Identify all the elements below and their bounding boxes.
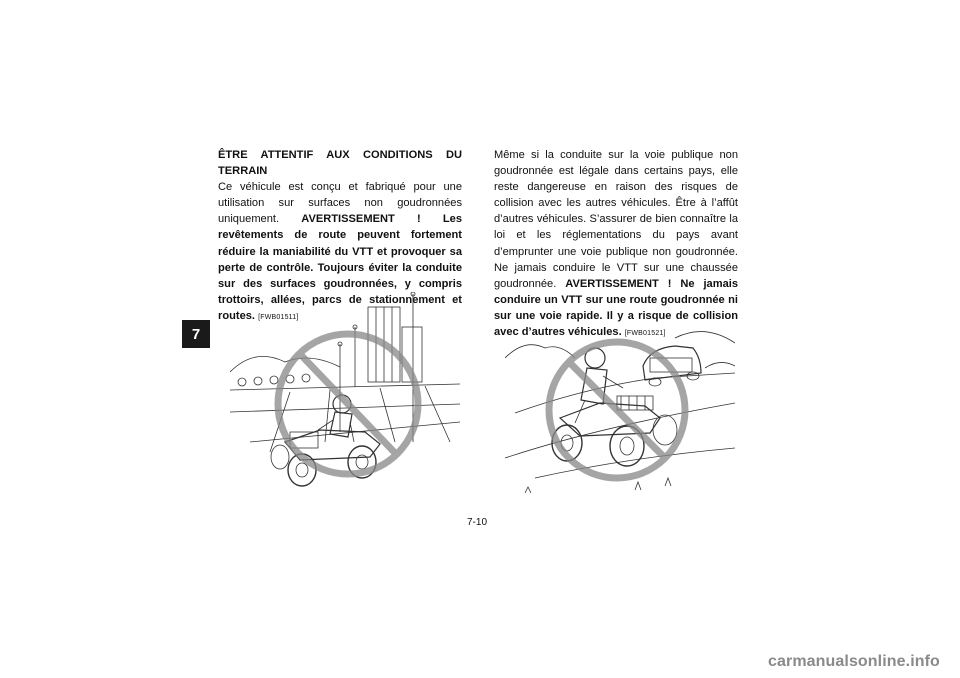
illustration-atv-pavement — [230, 292, 460, 500]
body-text-right: Même si la conduite sur la voie publique non goudronnée est légale dans certains pays, elle reste dangereuse en raison des risques de collision avec les autres véhicules. Être à l’affût d’autres véhicules. S’assurer de bien connaître la loi et les réglementations du pays avant d’emprunter une voie publique non goudronnée. Ne jamais conduire le VTT sur une chaussée goudronnée. — [494, 149, 738, 290]
warning-code-left: [FWB01511] — [258, 313, 299, 321]
warning-text-right: AVERTISSEMENT ! Ne jamais conduire un VTT sur une route goudronnée ni sur une voie rapide. Il y a risque de collision avec d’autres véhicules. — [494, 277, 738, 339]
page-number: 7-10 — [467, 517, 488, 528]
section-heading: ÊTRE ATTENTIF AUX CONDITIONS DU TERRAIN — [218, 149, 462, 178]
watermark: carmanualsonline.info — [768, 653, 940, 670]
warning-code-right: [FWB01521] — [624, 330, 666, 338]
warning-text-left: AVERTISSEMENT ! Les revêtements de route peuvent fortement réduire la maniabilité du VTT et provoquer sa perte de contrôle. Toujours éviter la conduite sur des surfaces goudronnées, y compris trottoirs, allées, parcs de stationnement et routes. — [218, 213, 462, 322]
chapter-tab: 7 — [182, 320, 210, 348]
illustration-atv-road — [505, 318, 735, 504]
intro-text: Ce véhicule est conçu et fabriqué pour une utilisation sur surfaces non goudronnées uniquement. — [218, 181, 462, 226]
right-column — [494, 147, 738, 342]
